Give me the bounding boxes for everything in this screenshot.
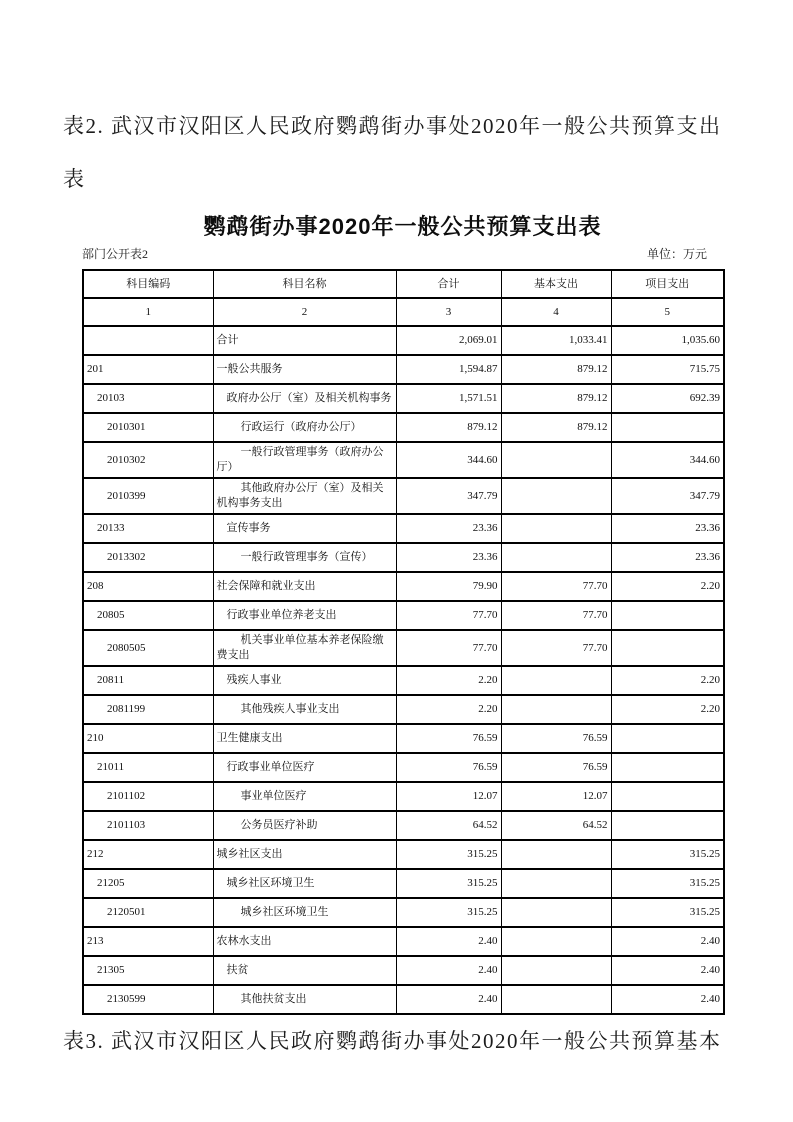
table-row bbox=[83, 869, 724, 898]
cell-subject-code: 21205 bbox=[83, 869, 213, 898]
cell-project-expense: 2.40 bbox=[611, 956, 724, 985]
table-row bbox=[83, 840, 724, 869]
cell-total: 2.40 bbox=[396, 956, 501, 985]
cell-project-expense: 2.20 bbox=[611, 572, 724, 601]
cell-total: 1,594.87 bbox=[396, 355, 501, 384]
column-header: 科目名称 bbox=[213, 270, 396, 298]
cell-subject-code: 20805 bbox=[83, 601, 213, 630]
table-row bbox=[83, 753, 724, 782]
cell-basic-expense: 76.59 bbox=[501, 753, 611, 782]
cell-subject-code: 210 bbox=[83, 724, 213, 753]
cell-total: 77.70 bbox=[396, 630, 501, 666]
cell-total: 12.07 bbox=[396, 782, 501, 811]
budget-table-body bbox=[83, 326, 724, 1014]
cell-total: 347.79 bbox=[396, 478, 501, 514]
cell-total: 315.25 bbox=[396, 840, 501, 869]
cell-subject-code: 21305 bbox=[83, 956, 213, 985]
cell-subject-code: 2010399 bbox=[83, 478, 213, 514]
table-row bbox=[83, 630, 724, 666]
cell-subject-code: 213 bbox=[83, 927, 213, 956]
table-row bbox=[83, 478, 724, 514]
header-number-row bbox=[83, 298, 724, 326]
cell-subject-code: 20811 bbox=[83, 666, 213, 695]
cell-basic-expense: 76.59 bbox=[501, 724, 611, 753]
cell-project-expense: 1,035.60 bbox=[611, 326, 724, 355]
cell-subject-name: 残疾人事业 bbox=[213, 666, 396, 695]
cell-subject-code: 2081199 bbox=[83, 695, 213, 724]
cell-basic-expense: 77.70 bbox=[501, 630, 611, 666]
cell-subject-name: 其他残疾人事业支出 bbox=[213, 695, 396, 724]
cell-basic-expense: 879.12 bbox=[501, 413, 611, 442]
table-row bbox=[83, 601, 724, 630]
cell-total: 79.90 bbox=[396, 572, 501, 601]
cell-basic-expense bbox=[501, 985, 611, 1014]
cell-basic-expense bbox=[501, 478, 611, 514]
cell-total: 2,069.01 bbox=[396, 326, 501, 355]
table-meta-left: 部门公开表2 bbox=[82, 247, 149, 261]
cell-project-expense bbox=[611, 811, 724, 840]
cell-subject-code: 201 bbox=[83, 355, 213, 384]
cell-total: 23.36 bbox=[396, 514, 501, 543]
cell-subject-name: 扶贫 bbox=[213, 956, 396, 985]
cell-subject-name: 城乡社区支出 bbox=[213, 840, 396, 869]
cell-subject-name: 卫生健康支出 bbox=[213, 724, 396, 753]
table-row bbox=[83, 572, 724, 601]
cell-total: 315.25 bbox=[396, 869, 501, 898]
cell-total: 23.36 bbox=[396, 543, 501, 572]
cell-subject-name: 政府办公厅（室）及相关机构事务 bbox=[213, 384, 396, 413]
table-row bbox=[83, 956, 724, 985]
cell-basic-expense: 77.70 bbox=[501, 572, 611, 601]
cell-subject-code bbox=[83, 326, 213, 355]
cell-subject-name: 合计 bbox=[213, 326, 396, 355]
table-title: 鹦鹉街办事2020年一般公共预算支出表 bbox=[203, 214, 602, 239]
cell-subject-name: 其他政府办公厅（室）及相关机构事务支出 bbox=[213, 478, 396, 514]
cell-basic-expense bbox=[501, 927, 611, 956]
column-number: 5 bbox=[611, 298, 724, 326]
table-row bbox=[83, 782, 724, 811]
cell-total: 2.40 bbox=[396, 927, 501, 956]
table-row bbox=[83, 514, 724, 543]
cell-total: 76.59 bbox=[396, 753, 501, 782]
cell-project-expense: 344.60 bbox=[611, 442, 724, 478]
table-row bbox=[83, 724, 724, 753]
cell-project-expense: 692.39 bbox=[611, 384, 724, 413]
cell-subject-code: 20103 bbox=[83, 384, 213, 413]
cell-project-expense: 347.79 bbox=[611, 478, 724, 514]
cell-project-expense: 315.25 bbox=[611, 898, 724, 927]
column-header: 基本支出 bbox=[501, 270, 611, 298]
cell-project-expense bbox=[611, 753, 724, 782]
section-title-table2-line1: 表2. 武汉市汉阳区人民政府鹦鹉街办事处2020年一般公共预算支出 bbox=[63, 114, 722, 138]
table-row bbox=[83, 384, 724, 413]
cell-project-expense: 2.20 bbox=[611, 666, 724, 695]
cell-basic-expense bbox=[501, 869, 611, 898]
table-row bbox=[83, 666, 724, 695]
cell-basic-expense: 64.52 bbox=[501, 811, 611, 840]
cell-subject-name: 一般行政管理事务（政府办公厅） bbox=[213, 442, 396, 478]
table-row bbox=[83, 355, 724, 384]
cell-total: 76.59 bbox=[396, 724, 501, 753]
cell-project-expense: 23.36 bbox=[611, 514, 724, 543]
cell-basic-expense: 879.12 bbox=[501, 355, 611, 384]
table-row bbox=[83, 927, 724, 956]
cell-project-expense: 315.25 bbox=[611, 869, 724, 898]
cell-basic-expense bbox=[501, 840, 611, 869]
cell-subject-name: 机关事业单位基本养老保险缴费支出 bbox=[213, 630, 396, 666]
cell-subject-code: 2101102 bbox=[83, 782, 213, 811]
cell-subject-name: 其他扶贫支出 bbox=[213, 985, 396, 1014]
cell-project-expense bbox=[611, 782, 724, 811]
cell-project-expense: 2.20 bbox=[611, 695, 724, 724]
cell-subject-name: 城乡社区环境卫生 bbox=[213, 869, 396, 898]
cell-basic-expense bbox=[501, 514, 611, 543]
cell-project-expense: 2.40 bbox=[611, 927, 724, 956]
cell-total: 315.25 bbox=[396, 898, 501, 927]
table-row bbox=[83, 326, 724, 355]
cell-project-expense bbox=[611, 413, 724, 442]
section-title-table3: 表3. 武汉市汉阳区人民政府鹦鹉街办事处2020年一般公共预算基本 bbox=[63, 1029, 722, 1053]
cell-basic-expense bbox=[501, 898, 611, 927]
cell-total: 2.20 bbox=[396, 695, 501, 724]
table-row bbox=[83, 413, 724, 442]
cell-subject-code: 2010302 bbox=[83, 442, 213, 478]
budget-table-section bbox=[82, 212, 723, 1015]
cell-subject-code: 2130599 bbox=[83, 985, 213, 1014]
table-row bbox=[83, 811, 724, 840]
cell-subject-code: 2010301 bbox=[83, 413, 213, 442]
cell-subject-code: 212 bbox=[83, 840, 213, 869]
section-title-table2 bbox=[63, 100, 743, 206]
column-header: 项目支出 bbox=[611, 270, 724, 298]
cell-basic-expense bbox=[501, 442, 611, 478]
table-row bbox=[83, 985, 724, 1014]
cell-total: 64.52 bbox=[396, 811, 501, 840]
cell-subject-code: 208 bbox=[83, 572, 213, 601]
cell-subject-name: 农林水支出 bbox=[213, 927, 396, 956]
cell-project-expense: 315.25 bbox=[611, 840, 724, 869]
cell-project-expense: 715.75 bbox=[611, 355, 724, 384]
header-label-row bbox=[83, 270, 724, 298]
column-number: 2 bbox=[213, 298, 396, 326]
column-header: 科目编码 bbox=[83, 270, 213, 298]
cell-subject-name: 事业单位医疗 bbox=[213, 782, 396, 811]
cell-basic-expense bbox=[501, 956, 611, 985]
column-header: 合计 bbox=[396, 270, 501, 298]
cell-project-expense bbox=[611, 724, 724, 753]
cell-total: 879.12 bbox=[396, 413, 501, 442]
cell-subject-name: 社会保障和就业支出 bbox=[213, 572, 396, 601]
cell-total: 2.40 bbox=[396, 985, 501, 1014]
cell-total: 77.70 bbox=[396, 601, 501, 630]
table-row bbox=[83, 898, 724, 927]
section-title-table2-line2: 表 bbox=[63, 167, 86, 191]
column-number: 4 bbox=[501, 298, 611, 326]
cell-subject-code: 2080505 bbox=[83, 630, 213, 666]
cell-basic-expense: 12.07 bbox=[501, 782, 611, 811]
cell-project-expense bbox=[611, 601, 724, 630]
cell-subject-name: 行政事业单位医疗 bbox=[213, 753, 396, 782]
cell-subject-name: 行政运行（政府办公厅） bbox=[213, 413, 396, 442]
column-number: 1 bbox=[83, 298, 213, 326]
cell-basic-expense bbox=[501, 543, 611, 572]
column-number: 3 bbox=[396, 298, 501, 326]
cell-basic-expense: 879.12 bbox=[501, 384, 611, 413]
cell-subject-code: 2013302 bbox=[83, 543, 213, 572]
table-row bbox=[83, 695, 724, 724]
cell-basic-expense bbox=[501, 666, 611, 695]
cell-basic-expense: 1,033.41 bbox=[501, 326, 611, 355]
cell-project-expense: 23.36 bbox=[611, 543, 724, 572]
cell-subject-name: 宣传事务 bbox=[213, 514, 396, 543]
cell-subject-name: 一般公共服务 bbox=[213, 355, 396, 384]
cell-subject-name: 城乡社区环境卫生 bbox=[213, 898, 396, 927]
cell-subject-code: 21011 bbox=[83, 753, 213, 782]
cell-subject-code: 2101103 bbox=[83, 811, 213, 840]
table-row bbox=[83, 543, 724, 572]
cell-total: 344.60 bbox=[396, 442, 501, 478]
cell-project-expense: 2.40 bbox=[611, 985, 724, 1014]
table-row bbox=[83, 442, 724, 478]
cell-subject-name: 一般行政管理事务（宣传） bbox=[213, 543, 396, 572]
table-meta-row bbox=[82, 245, 723, 262]
table-meta-unit: 单位：万元 bbox=[646, 247, 707, 261]
budget-table bbox=[82, 269, 725, 1015]
cell-total: 1,571.51 bbox=[396, 384, 501, 413]
cell-subject-code: 2120501 bbox=[83, 898, 213, 927]
cell-basic-expense bbox=[501, 695, 611, 724]
cell-subject-name: 公务员医疗补助 bbox=[213, 811, 396, 840]
budget-table-header bbox=[83, 270, 724, 326]
cell-subject-name: 行政事业单位养老支出 bbox=[213, 601, 396, 630]
cell-basic-expense: 77.70 bbox=[501, 601, 611, 630]
cell-project-expense bbox=[611, 630, 724, 666]
cell-total: 2.20 bbox=[396, 666, 501, 695]
cell-subject-code: 20133 bbox=[83, 514, 213, 543]
